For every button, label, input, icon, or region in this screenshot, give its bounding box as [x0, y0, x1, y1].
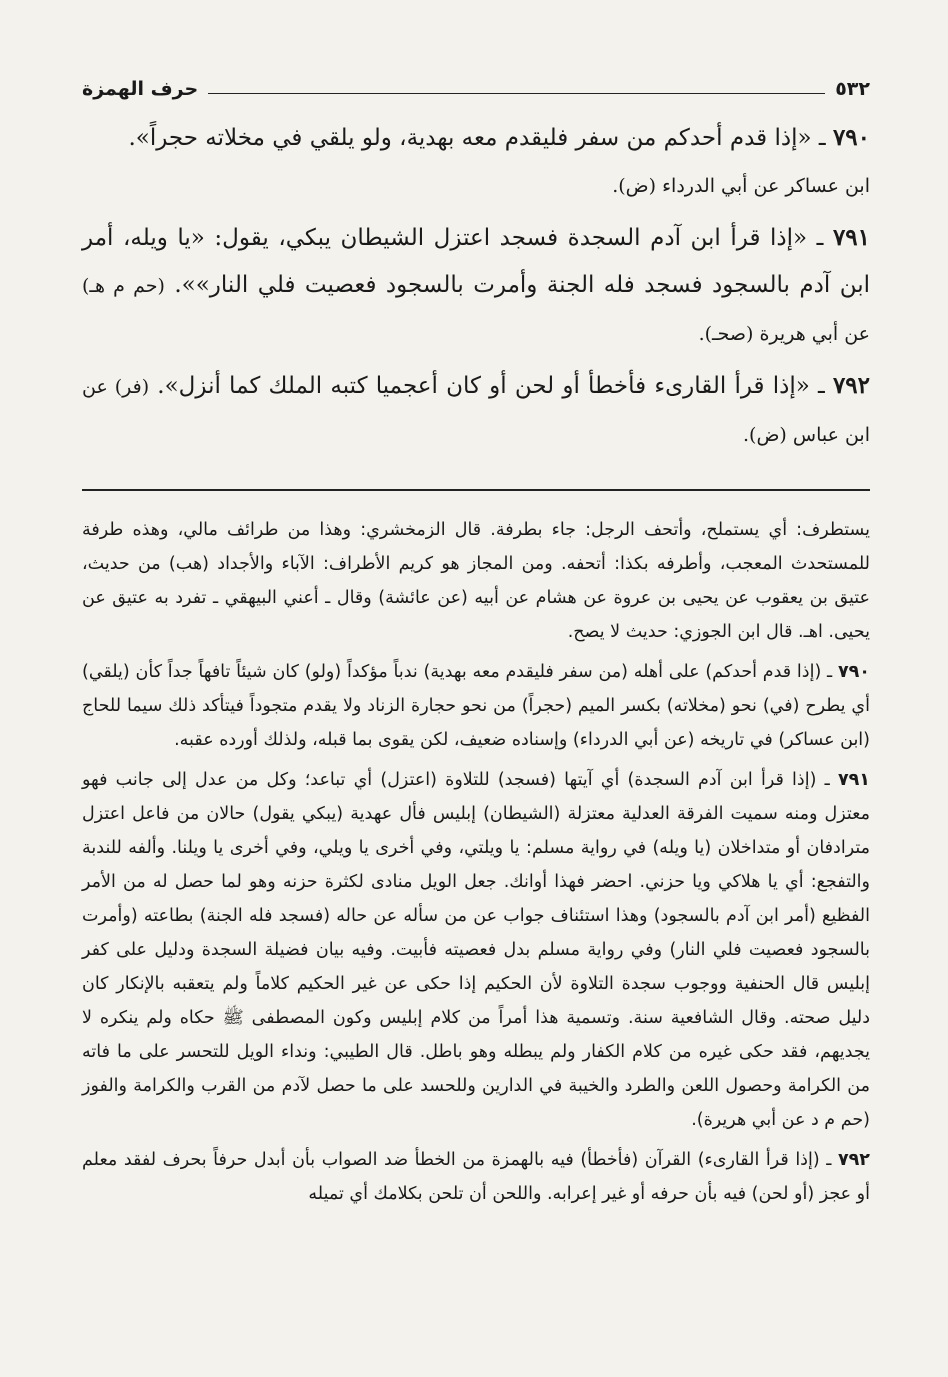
hadith-number: ٧٩٠ [832, 124, 870, 151]
hadith-number: ٧٩٢ [832, 372, 870, 399]
chapter-title: حرف الهمزة [82, 78, 199, 100]
commentary-paragraph: ٧٩٢ ـ (إذا قرأ القارىء) القرآن (فأخطأ) فيه بالهمزة من الخطأ ضد الصواب بأن أبدل حرفاً بحرف لفقد معلم أو عجز (أو لحن) فيه بأن حرفه أو غير إعرابه. واللحن أن تلحن بكلامك أي تميله [82, 1150, 870, 1204]
hadith-text: «إذا قرأ القارىء فأخطأ أو لحن أو كان أعجميا كتبه الملك كما أنزل». [157, 373, 810, 399]
hadith-entry: ٧٩٢ ـ «إذا قرأ القارىء فأخطأ أو لحن أو كان أعجميا كتبه الملك كما أنزل». (فر) عن ابن عباس (ض). [82, 372, 870, 446]
commentary-text: يستطرف: أي يستملح، وأتحف الرجل: جاء بطرفة. قال الزمخشري: وهذا من طرائف مالي، وهذه طرفة للمستحدث المعجب، وأطرفه بكذا: أتحفه. ومن المجاز هو كريم الأطراف: الآباء والأجداد (هب) من حديث، عتيق بن يعقوب عن يحيى بن عروة عن هشام عن أبيه (عن عائشة) وقال ـ أعني البيهقي ـ تفرد به عتيق عن يحيى. اهـ. قال ابن الجوزي: حديث لا يصح. [82, 520, 870, 642]
hadith-text: «إذا قدم أحدكم من سفر فليقدم معه بهدية، ولو يلقي في مخلاته حجراً». [128, 125, 812, 151]
commentary-text: (إذا قرأ القارىء) القرآن (فأخطأ) فيه بالهمزة من الخطأ ضد الصواب بأن أبدل حرفاً بحرف لفقد معلم أو عجز (أو لحن) فيه بأن حرفه أو غير إعرابه. واللحن أن تلحن بكلامك أي تميله [82, 1150, 870, 1204]
section-divider [82, 489, 870, 491]
hadith-entry: ٧٩١ ـ «إذا قرأ ابن آدم السجدة فسجد اعتزل الشيطان يبكي، يقول: «يا ويله، أمر ابن آدم بالسجود فسجد فله الجنة وأمرت بالسجود فعصيت فلي النار»». (حم م هـ) عن أبي هريرة (صحـ). [82, 224, 870, 345]
hadith-number: ٧٩١ [832, 224, 870, 251]
commentary-number: ٧٩٠ [837, 662, 870, 682]
commentary-number: ٧٩٢ [837, 1150, 870, 1170]
header-rule [208, 93, 825, 94]
commentary-paragraph [82, 513, 870, 649]
hadith-entry: ٧٩٠ ـ «إذا قدم أحدكم من سفر فليقدم معه بهدية، ولو يلقي في مخلاته حجراً». ابن عساكر عن أبي الدرداء (ض). [128, 124, 870, 197]
commentary-section [82, 513, 870, 1211]
hadith-source: ابن عساكر عن أبي الدرداء (ض). [612, 175, 870, 197]
commentary-text: (إذا قدم أحدكم) على أهله (من سفر فليقدم معه بهدية) ندباً مؤكداً (ولو) كان شيئاً تافهاً جداً كأن (يلقي) أي يطرح (في) نحو (مخلاته) بكسر الميم (حجراً) من نحو حجارة الزناد ولا يقدم متجوداً فيتأكد ذلك سيما للحاج (ابن عساكر) في تاريخه (عن أبي الدرداء) وإسناده ضعيف، لكن يقوى بما قبله، ولذلك أورده عقبه. [82, 662, 870, 750]
commentary-text: (إذا قرأ ابن آدم السجدة) أي آيتها (فسجد) للتلاوة (اعتزل) أي تباعد؛ وكل من عدل إلى جانب فهو معتزل ومنه سميت الفرقة العدلية معتزلة (الشيطان) إبليس فأل عهدية (يبكي يقول) حالان من فاعل اعتزل مترادفان أو متداخلان (يا ويله) في رواية مسلم: يا ويلتي، وفي أخرى يا ويلي، وفي أخرى يا ويلنا. وألفه للندبة والتفجع: أي يا هلاكي ويا حزني. احضر فهذا أوانك. جعل الويل منادى لكثرة حزنه وهو لما حصل له من الأمر الفظيع (أمر ابن آدم بالسجود) وهذا استئناف جواب عن من سأله عن حاله (فسجد فله الجنة) بطاعته (وأمرت بالسجود فعصيت فلي النار) وفي رواية مسلم بدل فعصيته فأبيت. وفيه بيان فضيلة السجدة ودليل على كفر إبليس قال الحنفية ووجوب سجدة التلاوة لأن الحكيم إذا حكى عن غير الحكيم كلاماً ولم يتعقبه بالإنكار كان دليل صحته. وقال الشافعية سنة. وتسمية هذا أمراً من كلام إبليس وكون المصطفى ﷺ حكاه ولم ينكره لا يجديهم، فقد حكى غيره من كلام الكفار ولم يبطله وهو باطل. قال الطيبي: ونداء الويل للتحسر على ما فاته من الكرامة وحصول اللعن والطرد والخيبة في الدارين وللحسد على ما حصل لآدم من القرب والكرامة والفوز (حم م د عن أبي هريرة). [82, 770, 870, 1130]
hadith-text: «إذا قرأ ابن آدم السجدة فسجد اعتزل الشيطان يبكي، يقول: «يا ويله، أمر ابن آدم بالسجود فسجد فله الجنة وأمرت بالسجود فعصيت فلي النار»». [82, 225, 870, 298]
hadith-source: (فر) عن ابن عباس (ض). [82, 376, 870, 446]
commentary-number: ٧٩١ [837, 770, 870, 790]
commentary-paragraph: ٧٩٠ ـ (إذا قدم أحدكم) على أهله (من سفر فليقدم معه بهدية) ندباً مؤكداً (ولو) كان شيئاً تافهاً جداً كأن (يلقي) أي يطرح (في) نحو (مخلاته) بكسر الميم (حجراً) من نحو حجارة الزناد ولا يقدم متجوداً فيتأكد ذلك سيما للحاج (ابن عساكر) في تاريخه (عن أبي الدرداء) وإسناده ضعيف، لكن يقوى بما قبله، ولذلك أورده عقبه. [82, 662, 870, 750]
hadith-text-section [82, 114, 870, 459]
page-number: ٥٣٢ [835, 78, 870, 100]
commentary-paragraph: ٧٩١ ـ (إذا قرأ ابن آدم السجدة) أي آيتها (فسجد) للتلاوة (اعتزل) أي تباعد؛ وكل من عدل إلى جانب فهو معتزل ومنه سميت الفرقة العدلية معتزلة (الشيطان) إبليس فأل عهدية (يبكي يقول) حالان من فاعل اعتزل مترادفان أو متداخلان (يا ويله) في رواية مسلم: يا ويلتي، وفي أخرى يا ويلي، وفي أخرى يا ويلنا. وألفه للندبة والتفجع: أي يا هلاكي ويا حزني. احضر فهذا أوانك. جعل الويل منادى لكثرة حزنه وهو لما حصل له من الأمر الفظيع (أمر ابن آدم بالسجود) وهذا استئناف جواب عن من سأله عن حاله (فسجد فله الجنة) بطاعته (وأمرت بالسجود فعصيت فلي النار) وفي رواية مسلم بدل فعصيته فأبيت. وفيه بيان فضيلة السجدة ودليل على كفر إبليس قال الحنفية ووجوب سجدة التلاوة لأن الحكيم إذا حكى عن غير الحكيم كلاماً ولم يتعقبه بالإنكار كان دليل صحته. وقال الشافعية سنة. وتسمية هذا أمراً من كلام إبليس وكون المصطفى ﷺ حكاه ولم ينكره لا يجديهم، فقد حكى غيره من كلام الكفار ولم يبطله وهو باطل. قال الطيبي: ونداء الويل للتحسر على ما فاته من الكرامة وحصول اللعن والطرد والخيبة في الدارين وللحسد على ما حصل لآدم من القرب والكرامة والفوز (حم م د عن أبي هريرة). [82, 770, 870, 1130]
page-header [82, 70, 870, 100]
hadith-source: (حم م هـ) عن أبي هريرة (صحـ). [82, 275, 870, 345]
